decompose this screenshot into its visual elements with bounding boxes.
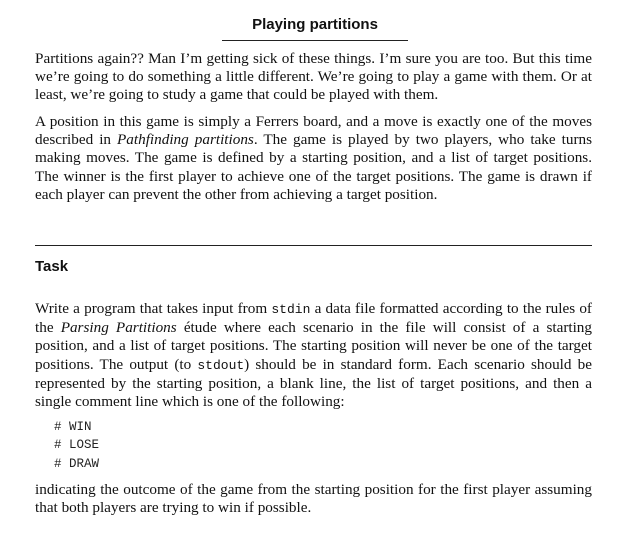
- intro-paragraph-2-end: . The game is played by two players, who take turns making moves. The game is defined by a starting position, and a list of target positions. The winner is the first player to achieve one of the target positions. The game is drawn if each player can prevent the other from achieving a target position.: [35, 131, 592, 203]
- outcome-list: [54, 418, 99, 473]
- task-paragraph: [35, 300, 592, 411]
- closing-paragraph: indicating the outcome of the game from the starting position for the first player assuming that both players are trying to win if possible.: [35, 481, 592, 517]
- task-text-part-4: ) should be in standard form. Each scenario should be represented by the starting position, a blank line, the list of target positions, and then a single comment line which is one of the following:: [35, 355, 592, 411]
- task-heading: Task: [35, 258, 69, 275]
- outcome-draw: # DRAW: [54, 456, 100, 471]
- task-text-part-3: étude where each scenario in the file will consist of a starting position, and a list of target positions. The starting position will never be one of the target positions. The output (to: [35, 319, 592, 373]
- intro-paragraph-2: [35, 113, 592, 204]
- stdin-code: stdin: [271, 302, 311, 317]
- outcome-lose: # LOSE: [54, 438, 100, 453]
- task-text-part-1: Write a program that takes input from: [35, 300, 272, 317]
- intro-paragraph-2-start: A position in this game is simply a Ferrers board, and a move is exactly one of the moves described in: [35, 113, 592, 149]
- task-text-part-2: a data file formatted according to the rules of the: [35, 300, 592, 337]
- page-title: Playing partitions: [252, 16, 378, 33]
- section-divider: [35, 245, 592, 246]
- outcome-win: # WIN: [54, 420, 92, 434]
- intro-paragraph-1: Partitions again?? Man I’m getting sick of these things. I’m sure you are too. But this time we’re going to do something a little different. We’re going to play a game with them. Or at least, we’re going to study a game that could be played with them.: [35, 50, 592, 104]
- parsing-partitions-reference: Parsing Partitions: [60, 319, 177, 337]
- pathfinding-partitions-reference: Pathfinding partitions: [117, 131, 254, 149]
- title-block: [222, 14, 408, 41]
- title-underline: [222, 40, 408, 41]
- stdout-code: stdout: [197, 357, 245, 373]
